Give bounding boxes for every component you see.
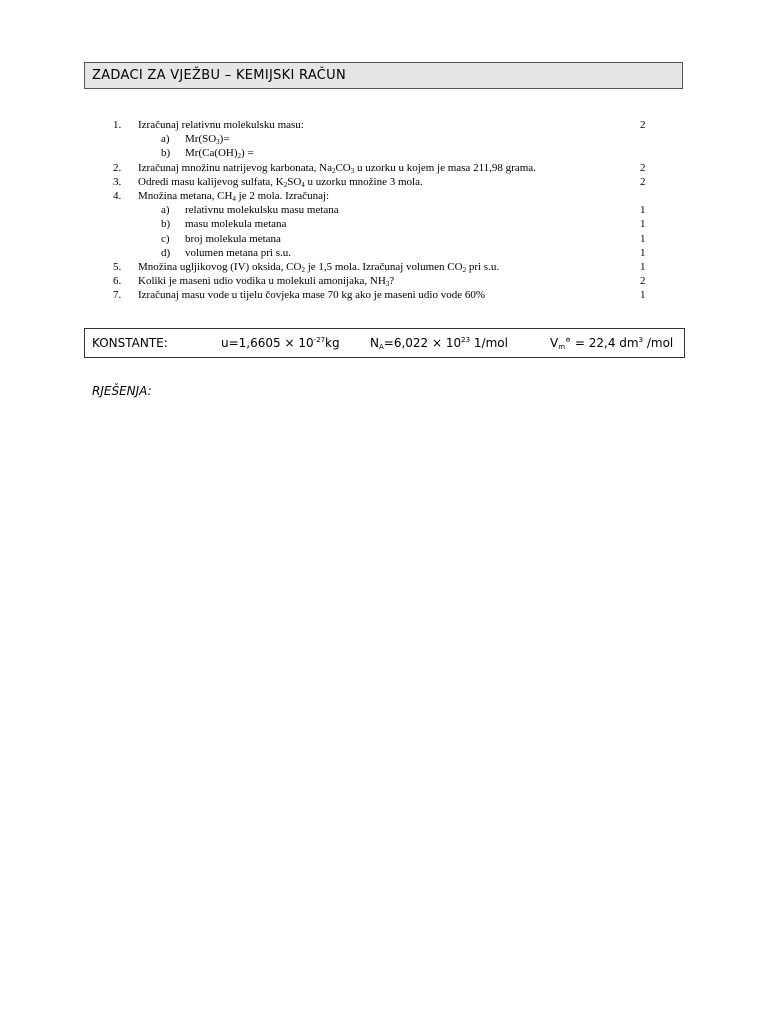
solutions-label: RJEŠENJA: <box>92 384 152 398</box>
task-text: Izračunaj relativnu molekulsku masu: <box>138 119 304 131</box>
subitem-letter: a) <box>161 204 170 217</box>
task-text: Odredi masu kalijevog sulfata, $K_2SO_4$ u uzorku množine 3 mola. <box>138 175 423 189</box>
task-points: 2 <box>640 119 646 131</box>
task-text: Izračunaj masu vode u tijelu čovjeka mase 70 kg ako je maseni udio vode 60% <box>138 289 486 302</box>
task-subitem <box>0 203 768 217</box>
task-subitem <box>0 232 768 246</box>
subitem-text: relativnu molekulsku masu metana <box>185 204 339 217</box>
constants-box <box>84 328 685 358</box>
task-text: Množina metana, $CH_4$ je 2 mola. Izračunaj: <box>138 189 330 203</box>
task-number: 1. <box>113 119 122 131</box>
subitem-text: masu molekula metana <box>185 218 287 231</box>
task-points: 2 <box>640 175 646 188</box>
subitem-letter: b) <box>161 218 171 231</box>
task-number: 5. <box>113 260 122 273</box>
constants-label: KONSTANTE: <box>92 336 168 350</box>
task-subitem <box>0 246 768 260</box>
task-points: 1 <box>640 260 646 273</box>
task-item <box>0 175 768 189</box>
task-item <box>0 274 768 288</box>
task-points: 1 <box>640 218 646 231</box>
task-item <box>0 260 768 274</box>
task-number: 4. <box>113 189 122 202</box>
task-text: Množina ugljikovog (IV) oksida, $CO_2$ je 1,5 mola. Izračunaj volumen $CO_2$ pri s.u. <box>138 260 500 274</box>
task-points: 1 <box>640 246 646 259</box>
task-text: Izračunaj množinu natrijevog karbonata, $Na_2CO_3$ u uzorku u kojem je masa 211,98 grama. <box>138 161 536 175</box>
constant-u: $u=1,6605 \times 10^{-27}kg$ <box>221 336 340 350</box>
task-item <box>0 189 768 203</box>
task-points: 1 <box>640 204 646 217</box>
task-points: 1 <box>640 289 646 302</box>
task-item <box>0 161 768 175</box>
task-subitem <box>0 132 768 146</box>
subitem-text: broj molekula metana <box>185 232 281 245</box>
task-subitem <box>0 217 768 231</box>
title-box <box>84 62 683 89</box>
subitem-letter: b) <box>161 147 171 160</box>
task-number: 2. <box>113 161 122 174</box>
task-points: 1 <box>640 232 646 245</box>
task-points: 2 <box>640 275 646 288</box>
task-number: 3. <box>113 175 122 188</box>
task-text: Koliki je maseni udio vodika u molekuli amonijaka, $NH_3$? <box>138 275 395 289</box>
task-number: 7. <box>113 289 122 302</box>
task-subitem <box>0 146 768 160</box>
constant-avogadro: $N_A=6,022 \times 10^{23}$ 1/mol <box>370 336 508 351</box>
subitem-text: $Mr(Ca(OH)_2)$ = <box>185 147 254 161</box>
subitem-text: $Mr(SO_3)=$ <box>185 133 230 147</box>
task-points: 2 <box>640 161 646 174</box>
task-item <box>0 118 768 132</box>
subitem-letter: d) <box>161 246 171 259</box>
task-number: 6. <box>113 275 122 288</box>
task-item <box>0 288 768 302</box>
subitem-letter: a) <box>161 133 170 146</box>
subitem-text: volumen metana pri s.u. <box>185 246 292 259</box>
task-list <box>0 118 768 302</box>
subitem-letter: c) <box>161 232 170 245</box>
constant-molar-volume: $V_m^\circ = 22,4$ $dm^3$ /mol <box>550 336 674 351</box>
page-title: ZADACI ZA VJEŽBU – KEMIJSKI RAČUN <box>92 68 347 83</box>
